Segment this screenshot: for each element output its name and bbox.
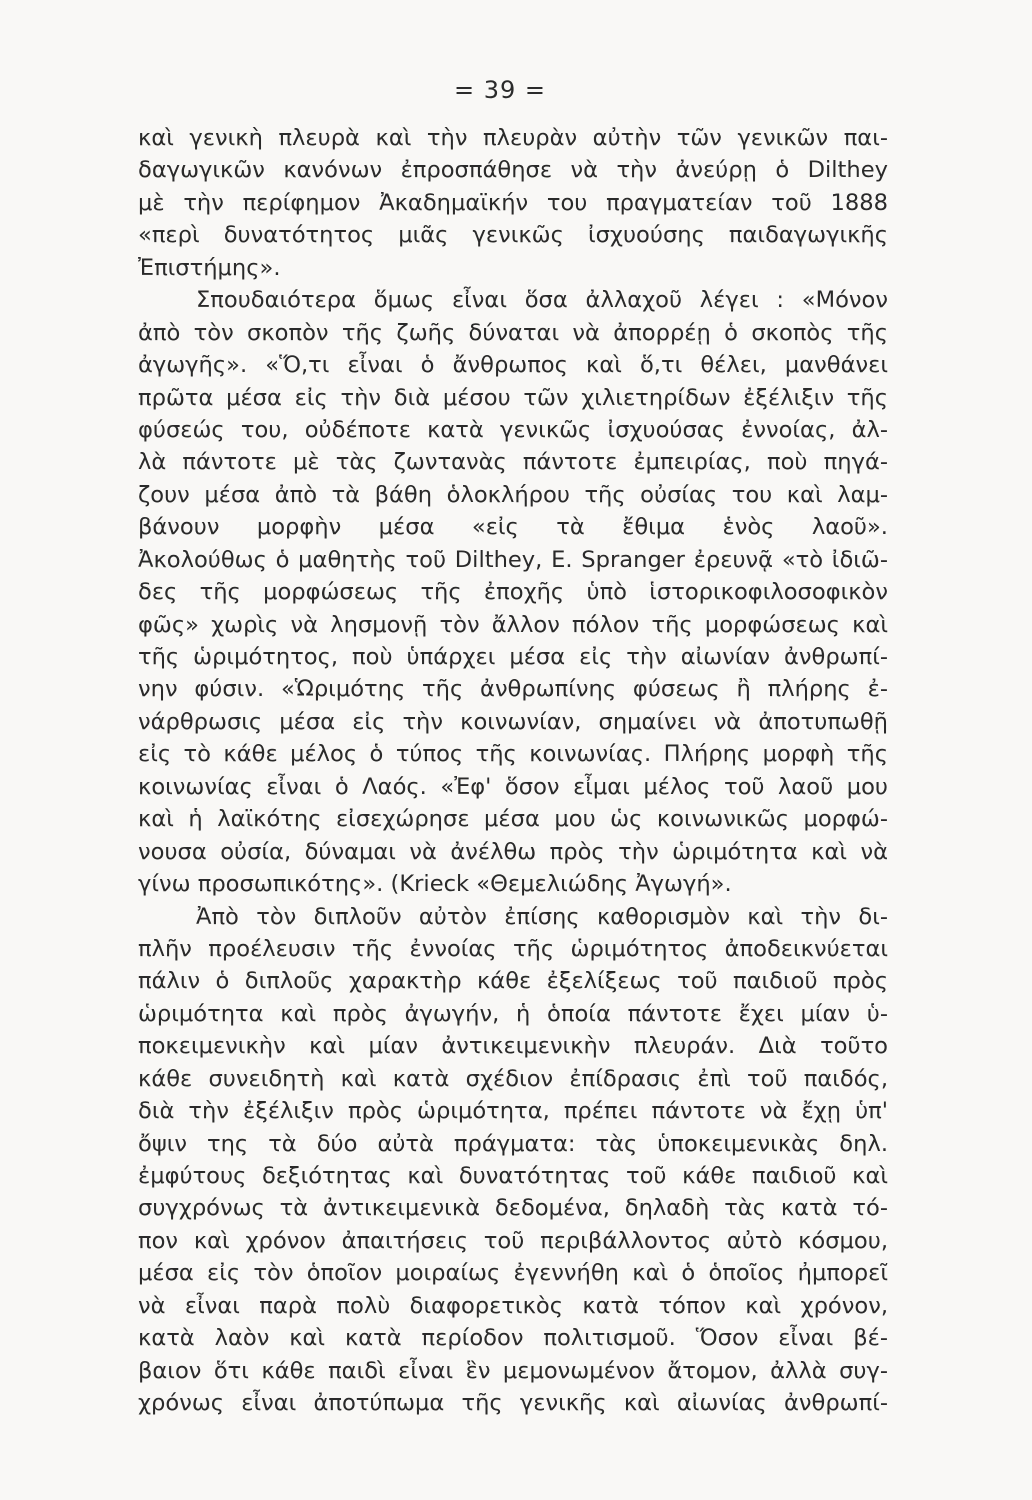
text-line: καὶ ἡ λαϊκότης εἰσεχώρησε μέσα μου ὡς κοινωνικῶς μορφώ- <box>138 806 888 833</box>
text-line: Ἐπιστήμης». <box>138 254 281 281</box>
text-line: ἀγωγῆς». «Ὅ,τι εἶναι ὁ ἄνθρωπος καὶ ὅ,τι θέλει, μανθάνει <box>138 352 888 379</box>
text-line: δαγωγικῶν κανόνων ἐπροσπάθησε νὰ τὴν ἀνεύρῃ ὁ Dilthey <box>138 157 888 184</box>
text-line-spaced-quote: βάνουν μορφὴν μέσα «εἰς τὰ ἔθιμα ἑνὸς λαοῦ». <box>138 514 888 541</box>
text-line: τῆς ὡριμότητος, ποὺ ὑπάρχει μέσα εἰς τὴν αἰωνίαν ἀνθρωπί- <box>138 644 888 670</box>
text-line: συγχρόνως τὰ ἀντικειμενικὰ δεδομένα, δηλαδὴ τὰς κατὰ τό- <box>138 1195 888 1222</box>
text-line: λὰ πάντοτε μὲ τὰς ζωντανὰς πάντοτε ἐμπειρίας, ποὺ πηγά- <box>138 449 888 476</box>
text-line: εἰς τὸ κάθε μέλος ὁ τύπος τῆς κοινωνίας. Πλήρης μορφὴ τῆς <box>138 741 888 768</box>
text-line: κατὰ λαὸν καὶ κατὰ περίοδον πολιτισμοῦ. Ὅσον εἶναι βέ- <box>138 1325 888 1352</box>
text-line: βαιον ὅτι κάθε παιδὶ εἶναι ἓν μεμονωμένον ἄτομον, ἀλλὰ συγ- <box>138 1357 888 1384</box>
text-line: χρόνως εἶναι ἀποτύπωμα τῆς γενικῆς καὶ αἰωνίας ἀνθρωπί- <box>138 1390 888 1417</box>
text-line: δες τῆς μορφώσεως τῆς ἐποχῆς ὑπὸ ἱστορικοφιλοσοφικὸν <box>138 579 888 606</box>
text-line: νουσα οὐσία, δύναμαι νὰ ἀνέλθω πρὸς τὴν ὡριμότητα καὶ νὰ <box>138 838 888 865</box>
page-number: = 39 = <box>453 76 546 104</box>
text-line: πάλιν ὁ διπλοῦς χαρακτὴρ κάθε ἐξελίξεως τοῦ παιδιοῦ πρὸς <box>138 968 888 995</box>
text-line: νην φύσιν. «Ὡριμότης τῆς ἀνθρωπίνης φύσεως ἢ πλήρης ἐ- <box>138 676 888 703</box>
paragraph-start-line: Σπουδαιότερα ὅμως εἶναι ὅσα ἀλλαχοῦ λέγει : «Μόνον <box>196 287 888 314</box>
text-line: ζουν μέσα ἀπὸ τὰ βάθη ὁλοκλήρου τῆς οὐσίας του καὶ λαμ- <box>138 481 888 508</box>
text-line: ὄψιν της τὰ δύο αὐτὰ πράγματα: τὰς ὑποκειμενικὰς δηλ. <box>138 1130 888 1157</box>
text-line: κάθε συνειδητὴ καὶ κατὰ σχέδιον ἐπίδρασις ἐπὶ τοῦ παιδός, <box>138 1065 888 1092</box>
text-line: φύσεώς του, οὐδέποτε κατὰ γενικῶς ἰσχυούσας ἐννοίας, ἀλ- <box>138 416 888 443</box>
text-line: ποκειμενικὴν καὶ μίαν ἀντικειμενικὴν πλευράν. Διὰ τοῦτο <box>138 1033 888 1060</box>
text-line: φῶς» χωρὶς νὰ λησμονῇ τὸν ἄλλον πόλον τῆς μορφώσεως καὶ <box>138 611 888 638</box>
text-line: νὰ εἶναι παρὰ πολὺ διαφορετικὸς κατὰ τόπον καὶ χρόνον, <box>138 1292 888 1319</box>
paragraph-start-line: Ἀπὸ τὸν διπλοῦν αὐτὸν ἐπίσης καθορισμὸν καὶ τὴν δι- <box>196 903 888 930</box>
text-line: πον καὶ χρόνον ἀπαιτήσεις τοῦ περιβάλλοντος αὐτὸ κόσμου, <box>138 1227 888 1254</box>
text-line: γίνω προσωπικότης». (Krieck «Θεμελιώδης Ἀγωγή». <box>138 871 732 898</box>
text-line: πρῶτα μέσα εἰς τὴν διὰ μέσου τῶν χιλιετηρίδων ἐξέλιξιν τῆς <box>138 384 888 411</box>
text-line: μέσα εἰς τὸν ὁποῖον μοιραίως ἐγεννήθη καὶ ὁ ὁποῖος ἠμπορεῖ <box>138 1260 888 1287</box>
body-text <box>138 122 888 1420</box>
text-line: διὰ τὴν ἐξέλιξιν πρὸς ὡριμότητα, πρέπει πάντοτε νὰ ἔχῃ ὑπ' <box>138 1098 888 1125</box>
text-line: «περὶ δυνατότητος μιᾶς γενικῶς ἰσχυούσης παιδαγωγικῆς <box>138 222 888 249</box>
text-line: νάρθρωσις μέσα εἰς τὴν κοινωνίαν, σημαίνει νὰ ἀποτυπωθῇ <box>138 708 888 735</box>
text-line: μὲ τὴν περίφημον Ἀκαδημαϊκήν του πραγματείαν τοῦ 1888 <box>138 189 888 216</box>
text-line: ἐμφύτους δεξιότητας καὶ δυνατότητας τοῦ κάθε παιδιοῦ καὶ <box>138 1163 888 1189</box>
text-line: Ἀκολούθως ὁ μαθητὴς τοῦ Dilthey, E. Spranger ἐρευνᾷ «τὸ ἰδιῶ- <box>138 546 888 573</box>
text-line: ὡριμότητα καὶ πρὸς ἀγωγήν, ἡ ὁποία πάντοτε ἔχει μίαν ὑ- <box>138 1000 888 1027</box>
text-line: πλῆν προέλευσιν τῆς ἐννοίας τῆς ὡριμότητος ἀποδεικνύεται <box>138 935 888 962</box>
text-line: κοινωνίας εἶναι ὁ Λαός. «Ἐφ' ὅσον εἶμαι μέλος τοῦ λαοῦ μου <box>138 773 888 800</box>
text-line: καὶ γενικὴ πλευρὰ καὶ τὴν πλευρὰν αὐτὴν τῶν γενικῶν παι- <box>138 125 888 151</box>
text-line: ἀπὸ τὸν σκοπὸν τῆς ζωῆς δύναται νὰ ἀπορρέῃ ὁ σκοπὸς τῆς <box>138 319 888 346</box>
